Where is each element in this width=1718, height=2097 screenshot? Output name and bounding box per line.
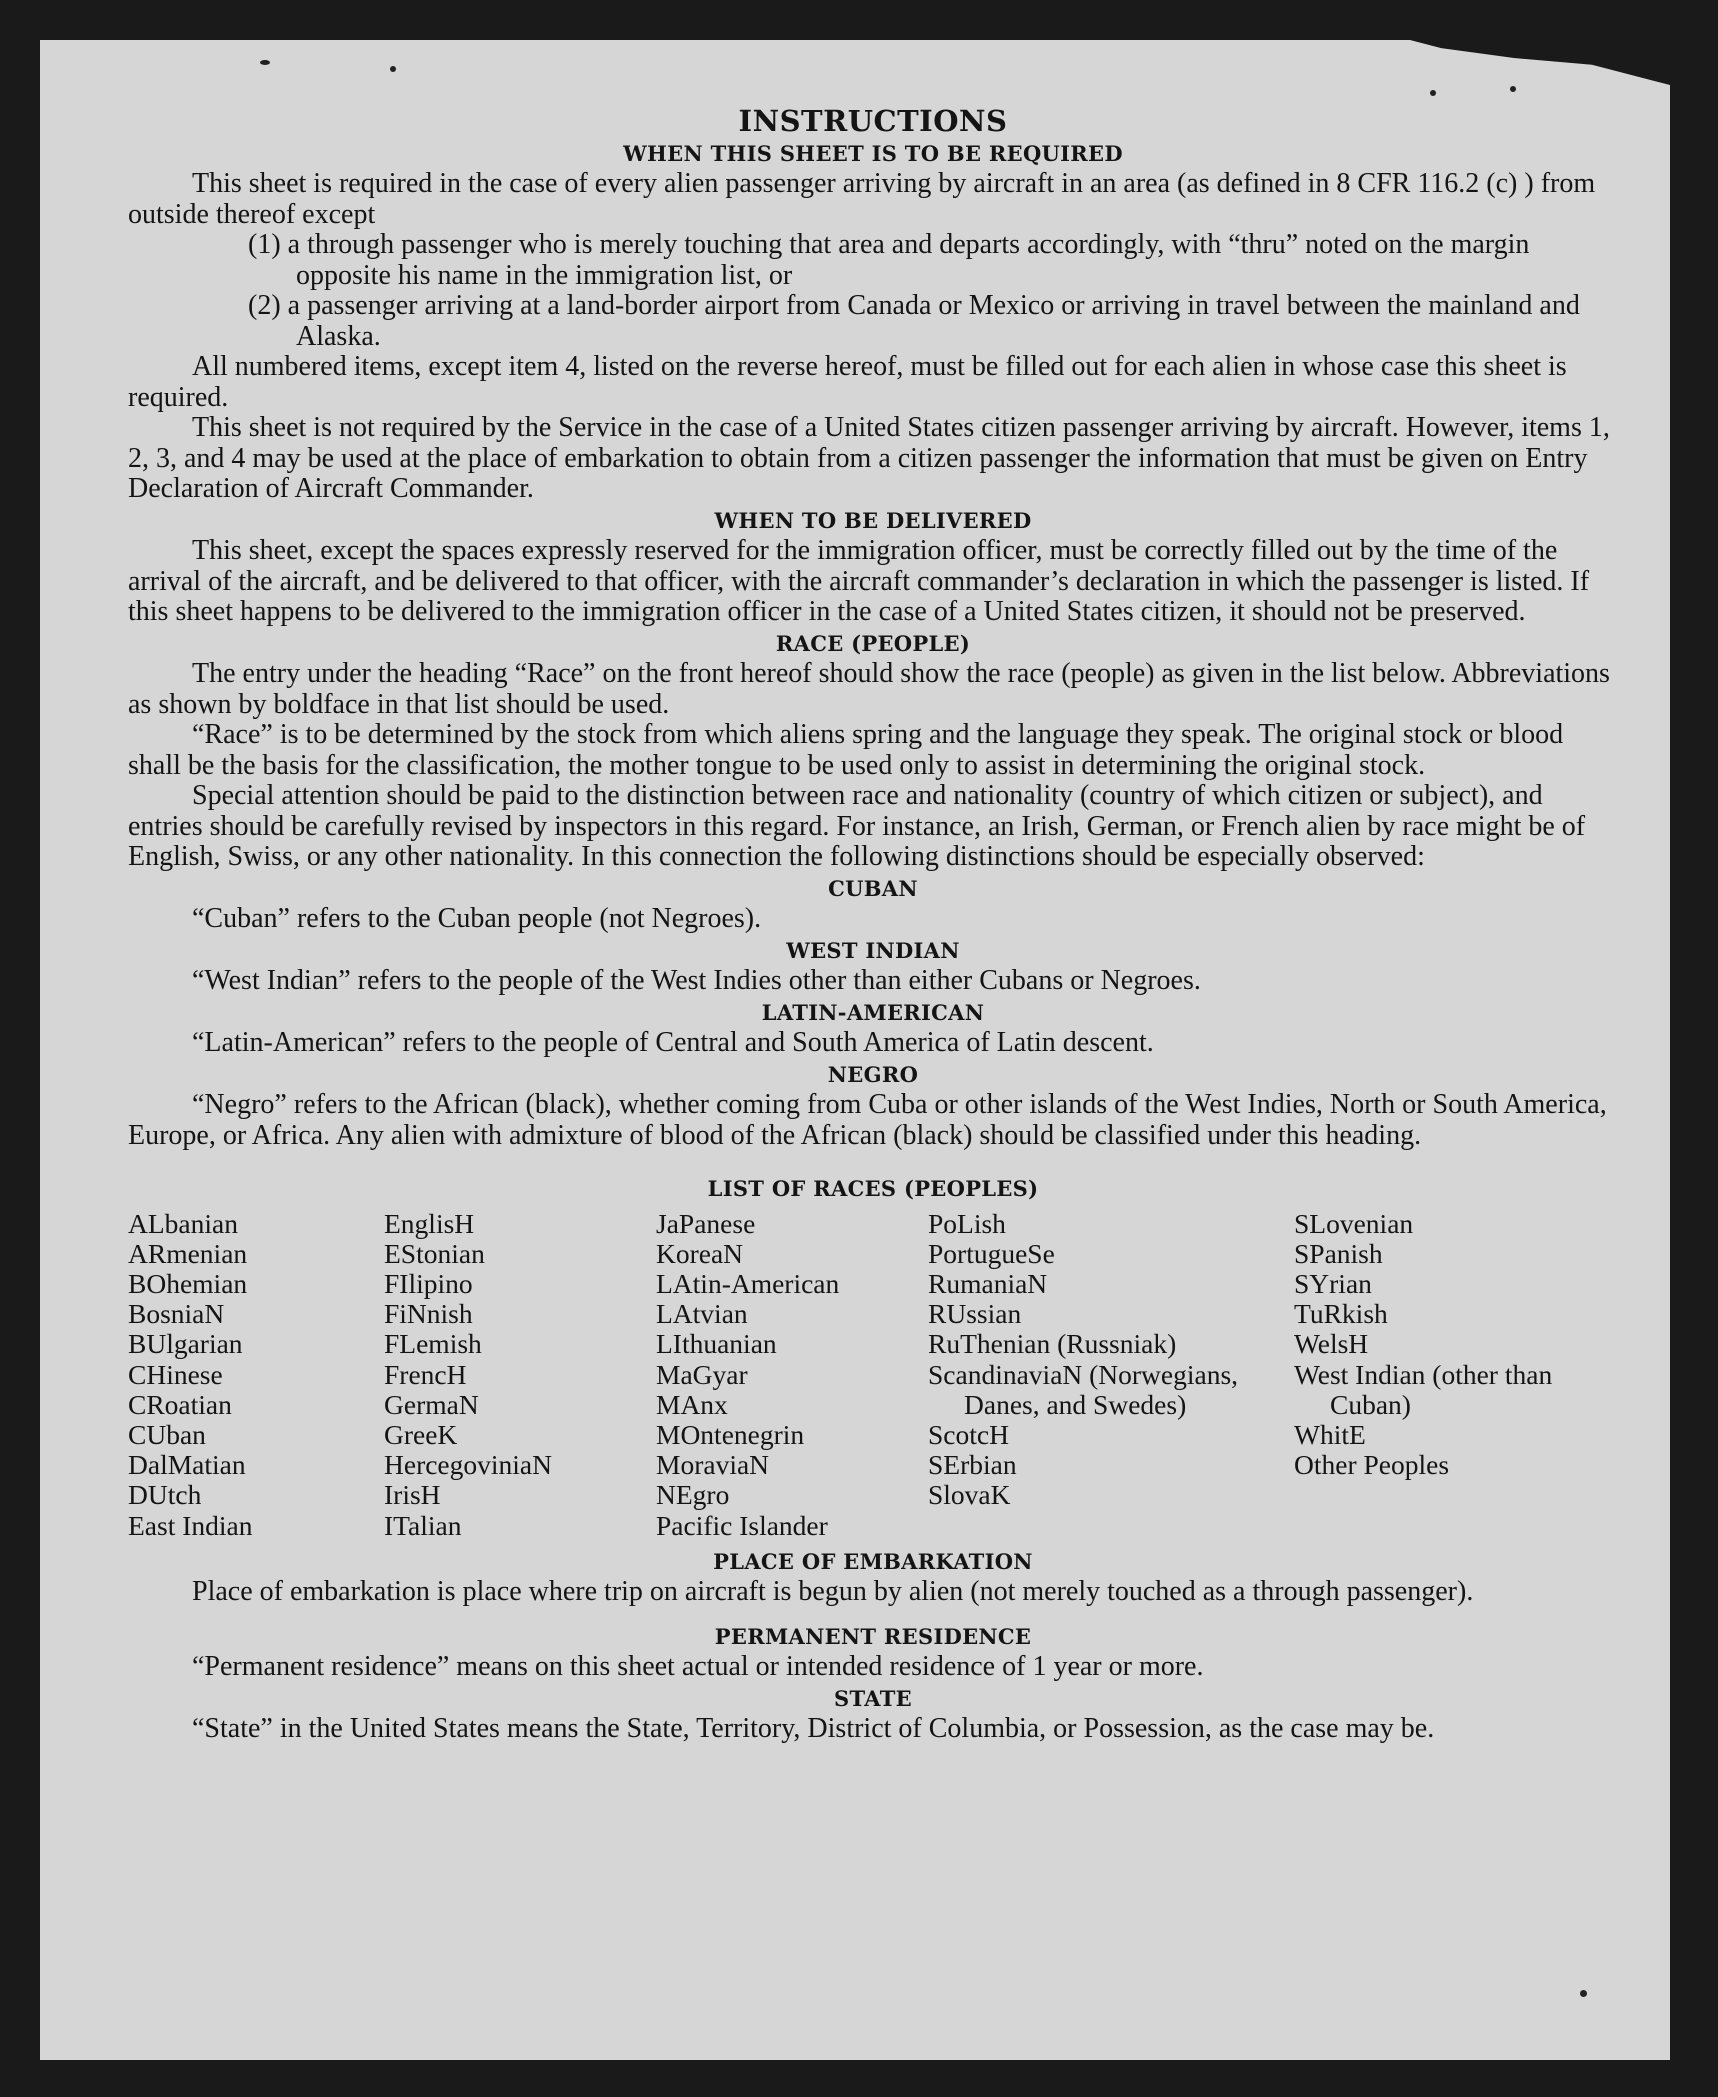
print-speck (1510, 86, 1516, 92)
race-entry: GreeK (384, 1418, 458, 1450)
race-entry: PortugueSe (928, 1237, 1055, 1269)
race-entry: RUssian (928, 1298, 1022, 1330)
race-entry: RumaniaN (928, 1267, 1048, 1299)
race-entry: RuThenian (Russniak) (928, 1328, 1177, 1360)
race-entry: FiNnish (384, 1298, 473, 1330)
race-entry: ScandinaviaN (Norwegians, Danes, and Swedes) (928, 1358, 1239, 1420)
print-speck (260, 60, 270, 65)
race-entry: SLovenian (1294, 1207, 1414, 1239)
race-entry: MOntenegrin (656, 1418, 805, 1450)
race-entry: MAnx (656, 1388, 728, 1420)
paragraph: “Race” is to be determined by the stock from which aliens spring and the language they speak. The original stock or blood shall be the basis for the classification, the mother tongue to be used only to assist in determining the original stock. (128, 719, 1564, 781)
distinction-text: “Latin-American” refers to the people of Central and South America of Latin descent. (192, 1027, 1154, 1058)
race-entry: PoLish (928, 1207, 1006, 1239)
print-speck (390, 66, 396, 72)
section-heading: PERMANENT RESIDENCE (714, 1623, 1032, 1649)
distinction-heading: CUBAN (828, 875, 918, 901)
race-entry: CHinese (128, 1358, 223, 1390)
race-entry: BosniaN (128, 1298, 225, 1330)
race-column (928, 1209, 1294, 1541)
race-entry: Pacific Islander (656, 1509, 828, 1541)
race-entry: LIthuanian (656, 1328, 777, 1360)
race-entry: ScotcH (928, 1418, 1009, 1450)
race-entry: FrencH (384, 1358, 467, 1390)
torn-corner (1410, 40, 1670, 85)
race-entry: West Indian (other than Cuban) (1294, 1358, 1553, 1420)
distinction-heading: LATIN-AMERICAN (761, 999, 985, 1025)
race-entry: CRoatian (128, 1388, 232, 1420)
race-entry: SYrian (1294, 1267, 1372, 1299)
instructions-text (128, 106, 1618, 1745)
section-heading: PLACE OF EMBARKATION (713, 1548, 1033, 1574)
paragraph: All numbered items, except item 4, listed on the reverse hereof, must be filled out for each alien in whose case this sheet is required. (128, 351, 1567, 413)
race-entry: DUtch (128, 1479, 202, 1511)
race-column (656, 1209, 928, 1541)
race-entry: Other Peoples (1294, 1449, 1450, 1481)
race-entry: FIlipino (384, 1267, 473, 1299)
page-title: INSTRUCTIONS (738, 104, 1008, 138)
race-entry: IrisH (384, 1479, 441, 1511)
race-entry: SlovaK (928, 1479, 1011, 1511)
race-entry: NEgro (656, 1479, 730, 1511)
paragraph: Place of embarkation is place where trip on aircraft is begun by alien (not merely touched as a through passenger). (192, 1576, 1474, 1608)
race-entry: MoraviaN (656, 1449, 770, 1481)
paragraph: This sheet is not required by the Service in the case of a United States citizen passenger arriving by aircraft. However, items 1, 2, 3, and 4 may be used at the place of embarkation to obtain from a citizen passenger the information that must be given on Entry Declaration of Aircraft Commander. (128, 412, 1610, 504)
race-entry: East Indian (128, 1509, 253, 1541)
race-column (1294, 1209, 1594, 1541)
race-entry: ARmenian (128, 1237, 248, 1269)
section-heading: RACE (PEOPLE) (775, 630, 971, 656)
paragraph: This sheet is required in the case of every alien passenger arriving by aircraft in an area (as defined in 8 CFR 116.2 (c) ) from outside thereof except (128, 168, 1596, 230)
race-entry: BOhemian (128, 1267, 248, 1299)
distinction-text: “Cuban” refers to the Cuban people (not Negroes). (192, 903, 762, 934)
race-entry: EnglisH (384, 1207, 475, 1239)
distinction-text: “West Indian” refers to the people of the West Indies other than either Cubans or Negroes. (192, 965, 1201, 996)
paragraph: Special attention should be paid to the distinction between race and nationality (country of which citizen or subject), and entries should be carefully revised by inspectors in this regard. For instance, an Irish, German, or French alien by race might be of English, Swiss, or any other nationality. In this connection the following distinctions should be especially observed: (128, 780, 1586, 872)
race-column (128, 1209, 384, 1541)
race-entry: WelsH (1294, 1328, 1369, 1360)
paragraph: The entry under the heading “Race” on the front hereof should show the race (people) as given in the list below. Abbreviations as shown by boldface in that list should be used. (128, 658, 1610, 720)
race-entry: ITalian (384, 1509, 462, 1541)
race-entry: TuRkish (1294, 1298, 1388, 1330)
print-speck (1580, 1990, 1587, 1997)
race-entry: MaGyar (656, 1358, 748, 1390)
paragraph: “State” in the United States means the State, Territory, District of Columbia, or Possession, as the case may be. (192, 1713, 1435, 1745)
distinction-heading: NEGRO (827, 1061, 919, 1087)
race-entry: ALbanian (128, 1207, 238, 1239)
section-heading: WHEN TO BE DELIVERED (714, 507, 1032, 533)
race-entry: GermaN (384, 1388, 479, 1420)
race-entry: JaPanese (656, 1207, 756, 1239)
race-entry: LAtin-American (656, 1267, 840, 1299)
distinction-heading: WEST INDIAN (786, 937, 960, 963)
race-entry: LAtvian (656, 1298, 748, 1330)
race-entry: EStonian (384, 1237, 485, 1269)
list-item: (2) a passenger arriving at a land-border airport from Canada or Mexico or arriving in travel between the mainland and Alaska. (248, 290, 1580, 352)
race-entry: WhitE (1294, 1418, 1366, 1450)
race-entry: SErbian (928, 1449, 1017, 1481)
race-list-heading: LIST OF RACES (PEOPLES) (707, 1176, 1039, 1201)
race-entry: CUban (128, 1418, 206, 1450)
race-entry: FLemish (384, 1328, 482, 1360)
race-entry: HercegoviniaN (384, 1449, 552, 1481)
document-page (40, 40, 1670, 2060)
section-heading: WHEN THIS SHEET IS TO BE REQUIRED (623, 140, 1123, 166)
race-entry: SPanish (1294, 1237, 1383, 1269)
race-list (128, 1209, 1618, 1541)
distinction-text: “Negro” refers to the African (black), whether coming from Cuba or other islands of the West Indies, North or South America, Europe, or Africa. Any alien with admixture of blood of the African (black) should be classified under this heading. (128, 1089, 1607, 1151)
race-entry: DalMatian (128, 1449, 246, 1481)
paragraph: “Permanent residence” means on this sheet actual or intended residence of 1 year or more. (192, 1651, 1204, 1683)
race-entry: KoreaN (656, 1237, 744, 1269)
print-speck (1430, 90, 1436, 96)
race-column (384, 1209, 656, 1541)
list-item: (1) a through passenger who is merely touching that area and departs accordingly, with “thru” noted on the margin opposite his name in the immigration list, or (248, 229, 1530, 291)
race-entry: BUlgarian (128, 1328, 243, 1360)
paragraph: This sheet, except the spaces expressly reserved for the immigration officer, must be correctly filled out by the time of the arrival of the aircraft, and be delivered to that officer, with the aircraft commander’s declaration in which the passenger is listed. If this sheet happens to be delivered to the immigration officer in the case of a United States citizen, it should not be preserved. (128, 535, 1590, 627)
section-heading: STATE (834, 1685, 912, 1711)
